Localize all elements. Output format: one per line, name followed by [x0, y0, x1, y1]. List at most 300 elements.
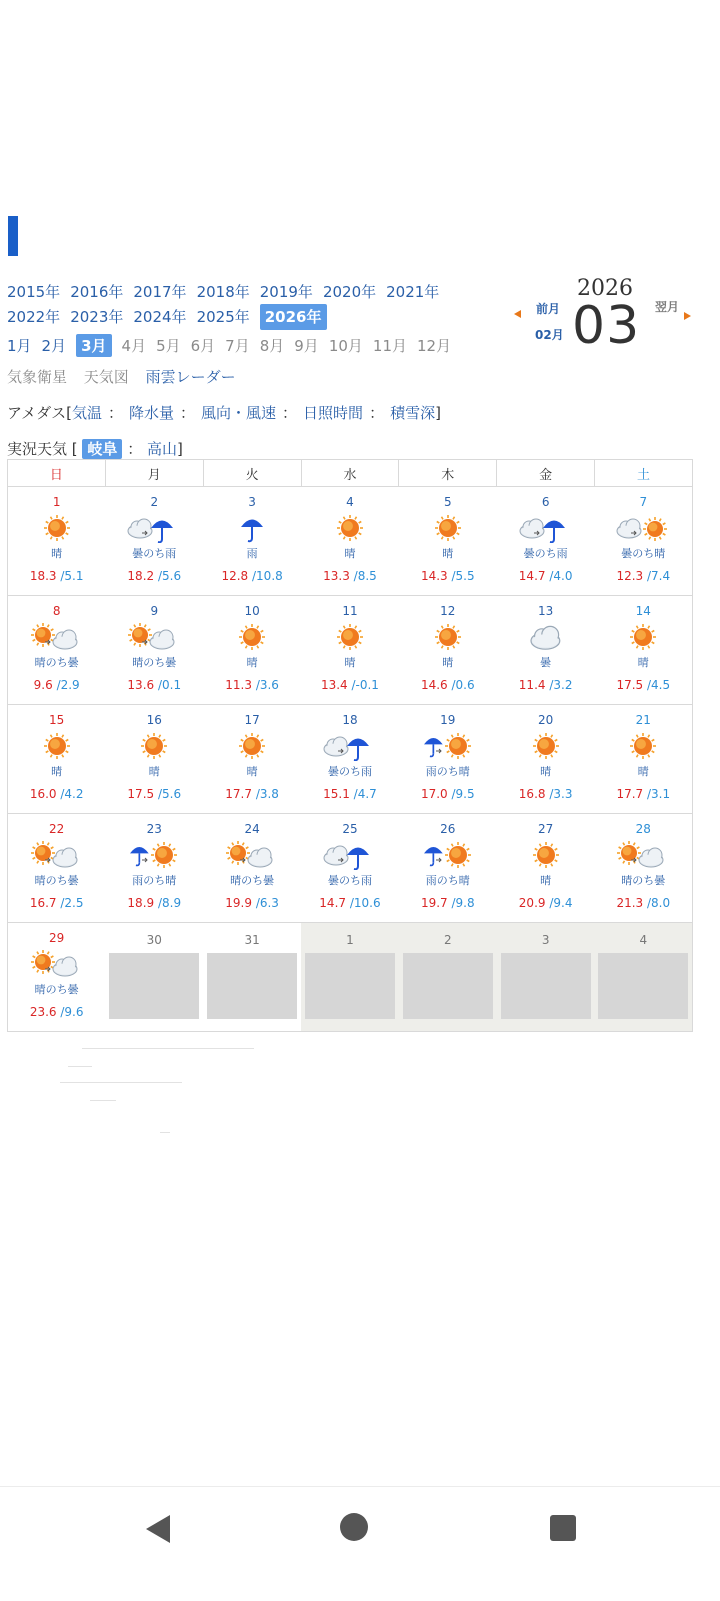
- current-weather-locations: [7, 438, 183, 459]
- low-temp: /3.1: [646, 787, 671, 801]
- satellite-link[interactable]: 気象衛星: [7, 368, 68, 386]
- weekday-header: 火: [203, 460, 301, 487]
- year-link[interactable]: 2015年: [7, 283, 61, 301]
- temperatures: [595, 569, 692, 583]
- low-temp: /3.2: [549, 678, 573, 692]
- temperatures: [497, 678, 595, 692]
- low-temp: /10.6: [349, 896, 381, 910]
- calendar-day[interactable]: [8, 596, 106, 705]
- weather-text: 雨: [246, 547, 258, 560]
- low-temp: /4.2: [60, 787, 84, 801]
- sun-icon: [497, 840, 595, 870]
- high-temp: 18.3: [29, 569, 57, 583]
- month-link[interactable]: 4月: [121, 337, 147, 355]
- month-navigator: [520, 276, 710, 362]
- temperatures: [203, 678, 301, 692]
- high-temp: 19.7: [420, 896, 448, 910]
- sun-icon: [8, 513, 105, 543]
- temperatures: [203, 896, 301, 910]
- high-temp: 13.3: [323, 569, 350, 583]
- sun-icon: [399, 622, 497, 652]
- high-temp: 9.6: [33, 678, 53, 692]
- weather-text: 晴のち曇: [230, 874, 275, 887]
- bracket-close: ]: [435, 404, 441, 422]
- year-link[interactable]: 2017年: [133, 283, 187, 301]
- day-number: 17: [244, 713, 260, 727]
- temperatures: [8, 787, 105, 801]
- high-temp: 11.4: [518, 678, 546, 692]
- weather-text: 晴: [540, 874, 552, 887]
- weather-text: 晴: [637, 765, 649, 778]
- amedas-link[interactable]: 降水量: [128, 404, 174, 422]
- temperatures: [301, 678, 399, 692]
- weather-text: 曇のち雨: [327, 765, 372, 778]
- day-number: 30: [146, 933, 162, 947]
- weather-map-link[interactable]: 天気図: [83, 368, 129, 386]
- high-temp: 17.5: [616, 678, 644, 692]
- month-link[interactable]: 3月: [76, 334, 111, 357]
- calendar-day[interactable]: [8, 705, 106, 814]
- month-link[interactable]: 12月: [417, 337, 452, 355]
- month-link[interactable]: 8月: [259, 337, 285, 355]
- android-navigation-bar: [0, 1486, 720, 1601]
- day-number: 16: [146, 713, 162, 727]
- year-link[interactable]: 2021年: [386, 283, 440, 301]
- high-temp: 11.3: [225, 678, 252, 692]
- weather-text: 晴: [637, 656, 649, 669]
- home-icon[interactable]: [340, 1513, 368, 1541]
- calendar-day[interactable]: [595, 705, 693, 814]
- low-temp: /3.8: [255, 787, 279, 801]
- weather-text: 晴のち曇: [34, 983, 79, 996]
- placeholder-box: [403, 953, 493, 1019]
- weather-calendar: [7, 459, 693, 1032]
- rain-then-sun-icon: [399, 731, 497, 761]
- weather-text: 雨のち晴: [425, 874, 470, 887]
- calendar-day[interactable]: [399, 596, 497, 705]
- cloud-then-sun-icon: [595, 513, 692, 543]
- rain-radar-link[interactable]: 雨雲レーダー: [145, 368, 236, 386]
- separator: ：: [107, 404, 123, 422]
- month-link[interactable]: 2月: [41, 337, 67, 355]
- cloud-then-rain-icon: [301, 731, 399, 761]
- sun-icon: [203, 731, 301, 761]
- temperatures: [105, 678, 203, 692]
- calendar-empty-cell: [497, 923, 595, 1032]
- current-year: 2026: [577, 276, 633, 301]
- day-number: 11: [342, 604, 358, 618]
- high-temp: 16.7: [29, 896, 57, 910]
- calendar-day[interactable]: [399, 705, 497, 814]
- weekday-header: 土: [595, 460, 693, 487]
- calendar-day[interactable]: [8, 923, 106, 1032]
- high-temp: 14.7: [518, 569, 546, 583]
- day-number: 21: [635, 713, 651, 727]
- day-number: 10: [244, 604, 260, 618]
- weather-text: 晴: [246, 656, 258, 669]
- calendar-day[interactable]: [399, 487, 497, 596]
- weather-text: 晴: [51, 547, 63, 560]
- placeholder-box: [305, 953, 395, 1019]
- temperatures: [301, 896, 399, 910]
- current-weather-label: 実況天気 [: [7, 440, 78, 458]
- calendar-empty-cell: [301, 923, 399, 1032]
- calendar-day[interactable]: [203, 596, 301, 705]
- sun-icon: [203, 622, 301, 652]
- weather-text: 晴のち曇: [34, 874, 79, 887]
- high-temp: 19.9: [225, 896, 252, 910]
- amedas-link[interactable]: 積雪深: [390, 404, 436, 422]
- weather-text: 晴: [246, 765, 258, 778]
- sub-navigation: [7, 366, 248, 387]
- low-temp: /10.8: [252, 569, 283, 583]
- amedas-label: アメダス[: [7, 404, 72, 422]
- temperatures: [497, 896, 595, 910]
- sun-then-cloud-icon: [595, 840, 692, 870]
- separator: ：: [369, 404, 385, 422]
- weather-text: 曇のち雨: [523, 547, 568, 560]
- umbrella-icon: [203, 513, 301, 543]
- low-temp: /0.1: [157, 678, 182, 692]
- low-temp: /2.9: [56, 678, 80, 692]
- year-link[interactable]: 2023年: [70, 308, 124, 326]
- day-number: 13: [538, 604, 554, 618]
- prev-month-button[interactable]: 前月: [536, 302, 561, 316]
- temperatures: [595, 787, 692, 801]
- temperatures: [105, 896, 203, 910]
- month-link[interactable]: 1月: [7, 337, 32, 355]
- separator: ：: [282, 404, 298, 422]
- rain-then-sun-icon: [105, 840, 203, 870]
- temperatures: [8, 678, 105, 692]
- high-temp: 21.3: [616, 896, 644, 910]
- temperatures: [8, 569, 105, 583]
- temperatures: [203, 569, 301, 583]
- placeholder-box: [598, 953, 688, 1019]
- day-number: 26: [440, 822, 456, 836]
- sun-then-cloud-icon: [8, 840, 105, 870]
- calendar-day[interactable]: [105, 705, 203, 814]
- weather-text: 晴: [148, 765, 160, 778]
- next-arrow-icon[interactable]: [684, 312, 691, 320]
- temperatures: [203, 787, 301, 801]
- placeholder-box: [109, 953, 199, 1019]
- prev-month-value[interactable]: 02月: [535, 328, 564, 342]
- sun-icon: [595, 622, 692, 652]
- calendar-day[interactable]: [595, 487, 693, 596]
- weather-text: 曇のち晴: [621, 547, 666, 560]
- calendar-day[interactable]: [8, 814, 106, 923]
- year-link[interactable]: 2020年: [322, 283, 377, 301]
- placeholder-box: [207, 953, 297, 1019]
- weekday-header: 木: [399, 460, 497, 487]
- high-temp: 23.6: [29, 1005, 57, 1019]
- calendar-day[interactable]: [301, 596, 399, 705]
- calendar-week: [8, 814, 693, 923]
- calendar-day[interactable]: [105, 814, 203, 923]
- temperatures: [595, 896, 692, 910]
- amedas-link[interactable]: 気温: [71, 404, 102, 422]
- weather-text: 晴: [344, 547, 356, 560]
- calendar-day[interactable]: [203, 487, 301, 596]
- separator: ：: [180, 404, 196, 422]
- placeholder-box: [501, 953, 591, 1019]
- weekday-header: 月: [105, 460, 203, 487]
- day-number: 31: [244, 933, 260, 947]
- divider: [82, 1048, 254, 1049]
- month-link[interactable]: 11月: [372, 337, 407, 355]
- month-selector: [7, 334, 461, 357]
- high-temp: 18.2: [127, 569, 155, 583]
- cloud-then-rain-icon: [301, 840, 399, 870]
- year-link[interactable]: 2019年: [259, 283, 313, 301]
- low-temp: /5.6: [157, 569, 182, 583]
- day-number: 3: [541, 933, 550, 947]
- weekday-header: 日: [8, 460, 106, 487]
- day-number: 19: [440, 713, 456, 727]
- low-temp: /5.5: [451, 569, 475, 583]
- day-number: 23: [146, 822, 162, 836]
- calendar-week: [8, 487, 693, 596]
- weather-text: 晴のち曇: [132, 656, 177, 669]
- calendar-day[interactable]: [497, 705, 595, 814]
- calendar-day[interactable]: [497, 814, 595, 923]
- cloud-then-rain-icon: [105, 513, 203, 543]
- sun-icon: [301, 513, 399, 543]
- temperatures: [497, 569, 595, 583]
- temperatures: [595, 678, 692, 692]
- low-temp: /9.6: [60, 1005, 84, 1019]
- high-temp: 17.0: [420, 787, 448, 801]
- day-number: 8: [52, 604, 61, 618]
- recent-apps-icon[interactable]: [550, 1515, 576, 1541]
- rain-then-sun-icon: [399, 840, 497, 870]
- temperatures: [105, 787, 203, 801]
- calendar-week: [8, 923, 693, 1032]
- low-temp: /4.7: [353, 787, 377, 801]
- day-number: 4: [346, 495, 354, 509]
- sun-then-cloud-icon: [8, 622, 105, 652]
- weather-text: 曇のち雨: [327, 874, 372, 887]
- day-number: 3: [248, 495, 256, 509]
- day-number: 25: [342, 822, 358, 836]
- low-temp: /8.9: [157, 896, 182, 910]
- divider: [68, 1066, 92, 1067]
- calendar-day[interactable]: [497, 596, 595, 705]
- high-temp: 16.8: [518, 787, 546, 801]
- cloud-icon: [497, 622, 595, 652]
- day-number: 18: [342, 713, 358, 727]
- low-temp: /5.1: [60, 569, 84, 583]
- day-number: 1: [52, 495, 61, 509]
- calendar-empty-cell: [203, 923, 301, 1032]
- day-number: 22: [49, 822, 65, 836]
- divider: [60, 1082, 182, 1083]
- high-temp: 16.0: [29, 787, 57, 801]
- cloud-then-rain-icon: [497, 513, 595, 543]
- sun-icon: [595, 731, 692, 761]
- calendar-day[interactable]: [595, 814, 693, 923]
- sun-then-cloud-icon: [8, 949, 105, 979]
- high-temp: 15.1: [323, 787, 350, 801]
- amedas-links: [7, 402, 441, 423]
- calendar-week: [8, 596, 693, 705]
- day-number: 7: [639, 495, 648, 509]
- sun-icon: [8, 731, 105, 761]
- temperatures: [399, 787, 497, 801]
- month-link[interactable]: 9月: [294, 337, 319, 355]
- calendar-day[interactable]: [301, 814, 399, 923]
- divider: [90, 1100, 116, 1101]
- day-number: 15: [49, 713, 65, 727]
- amedas-link[interactable]: 日照時間: [303, 404, 364, 422]
- low-temp: /3.6: [255, 678, 279, 692]
- day-number: 12: [440, 604, 456, 618]
- back-icon[interactable]: [146, 1515, 170, 1543]
- calendar-day[interactable]: [8, 487, 106, 596]
- weather-text: 曇: [540, 656, 552, 669]
- low-temp: /-0.1: [351, 678, 379, 692]
- day-number: 27: [538, 822, 554, 836]
- calendar-day[interactable]: [497, 487, 595, 596]
- day-number: 28: [635, 822, 651, 836]
- high-temp: 14.7: [319, 896, 347, 910]
- high-temp: 14.3: [420, 569, 448, 583]
- low-temp: /9.4: [549, 896, 573, 910]
- high-temp: 13.6: [127, 678, 155, 692]
- weather-text: 晴のち曇: [621, 874, 666, 887]
- calendar-day[interactable]: [399, 814, 497, 923]
- calendar-day[interactable]: [595, 596, 693, 705]
- month-link[interactable]: 10月: [328, 337, 363, 355]
- month-link[interactable]: 5月: [156, 337, 181, 355]
- sun-icon: [301, 622, 399, 652]
- year-link[interactable]: 2022年: [7, 308, 61, 326]
- weather-text: 晴: [540, 765, 552, 778]
- high-temp: 18.9: [127, 896, 155, 910]
- location-gifu[interactable]: 岐阜: [82, 439, 122, 459]
- prev-arrow-icon[interactable]: [514, 310, 521, 318]
- high-temp: 17.7: [225, 787, 252, 801]
- weekday-header: 水: [301, 460, 399, 487]
- high-temp: 14.6: [420, 678, 448, 692]
- year-link[interactable]: 2016年: [70, 283, 124, 301]
- calendar-empty-cell: [105, 923, 203, 1032]
- temperatures: [301, 787, 399, 801]
- calendar-empty-cell: [595, 923, 693, 1032]
- day-number: 24: [244, 822, 260, 836]
- high-temp: 17.5: [127, 787, 155, 801]
- low-temp: /3.3: [549, 787, 573, 801]
- day-number: 4: [639, 933, 648, 947]
- temperatures: [301, 569, 399, 583]
- bracket-close: ]: [177, 440, 183, 458]
- calendar-empty-cell: [399, 923, 497, 1032]
- high-temp: 13.4: [320, 678, 348, 692]
- calendar-day[interactable]: [301, 487, 399, 596]
- year-link[interactable]: 2026年: [260, 304, 327, 330]
- temperatures: [399, 678, 497, 692]
- high-temp: 20.9: [518, 896, 546, 910]
- low-temp: /5.6: [157, 787, 182, 801]
- low-temp: /7.4: [646, 569, 671, 583]
- low-temp: /9.5: [451, 787, 475, 801]
- day-number: 1: [346, 933, 354, 947]
- location-takayama[interactable]: 高山: [147, 440, 178, 458]
- separator: ：: [127, 440, 143, 458]
- current-month: 03: [572, 296, 641, 356]
- temperatures: [399, 896, 497, 910]
- sun-icon: [497, 731, 595, 761]
- next-month-button[interactable]: 翌月: [655, 300, 680, 314]
- day-number: 14: [635, 604, 651, 618]
- sun-icon: [105, 731, 203, 761]
- temperatures: [8, 896, 105, 910]
- day-number: 2: [443, 933, 452, 947]
- year-link[interactable]: 2025年: [196, 308, 250, 326]
- year-selector: [7, 280, 477, 330]
- year-link[interactable]: 2018年: [196, 283, 250, 301]
- day-number: 5: [443, 495, 452, 509]
- day-number: 6: [541, 495, 550, 509]
- high-temp: 12.8: [221, 569, 249, 583]
- calendar-day[interactable]: [105, 487, 203, 596]
- high-temp: 17.7: [616, 787, 644, 801]
- low-temp: /4.0: [549, 569, 573, 583]
- temperatures: [8, 1005, 105, 1019]
- weekday-header: 金: [497, 460, 595, 487]
- sun-then-cloud-icon: [105, 622, 203, 652]
- low-temp: /4.5: [646, 678, 671, 692]
- section-title-marker: [8, 216, 18, 256]
- temperatures: [399, 569, 497, 583]
- temperatures: [497, 787, 595, 801]
- year-link[interactable]: 2024年: [133, 308, 187, 326]
- month-link[interactable]: 7月: [225, 337, 250, 355]
- low-temp: /9.8: [451, 896, 475, 910]
- weather-text: 晴: [51, 765, 63, 778]
- sun-then-cloud-icon: [203, 840, 301, 870]
- low-temp: /6.3: [255, 896, 279, 910]
- divider: [160, 1132, 170, 1133]
- weather-text: 曇のち雨: [132, 547, 177, 560]
- weather-text: 晴: [344, 656, 356, 669]
- weather-text: 晴のち曇: [34, 656, 79, 669]
- weather-text: 雨のち晴: [132, 874, 177, 887]
- low-temp: /8.5: [353, 569, 377, 583]
- low-temp: /8.0: [646, 896, 671, 910]
- low-temp: /0.6: [451, 678, 475, 692]
- calendar-day[interactable]: [203, 705, 301, 814]
- amedas-link[interactable]: 風向・風速: [201, 404, 277, 422]
- high-temp: 12.3: [616, 569, 644, 583]
- calendar-day[interactable]: [105, 596, 203, 705]
- low-temp: /2.5: [60, 896, 84, 910]
- calendar-day[interactable]: [203, 814, 301, 923]
- weather-text: 雨のち晴: [425, 765, 470, 778]
- calendar-week: [8, 705, 693, 814]
- weather-text: 晴: [442, 656, 454, 669]
- temperatures: [105, 569, 203, 583]
- day-number: 29: [49, 931, 65, 945]
- day-number: 20: [538, 713, 554, 727]
- sun-icon: [399, 513, 497, 543]
- day-number: 9: [150, 604, 159, 618]
- day-number: 2: [150, 495, 159, 509]
- calendar-day[interactable]: [301, 705, 399, 814]
- weather-text: 晴: [442, 547, 454, 560]
- month-link[interactable]: 6月: [190, 337, 216, 355]
